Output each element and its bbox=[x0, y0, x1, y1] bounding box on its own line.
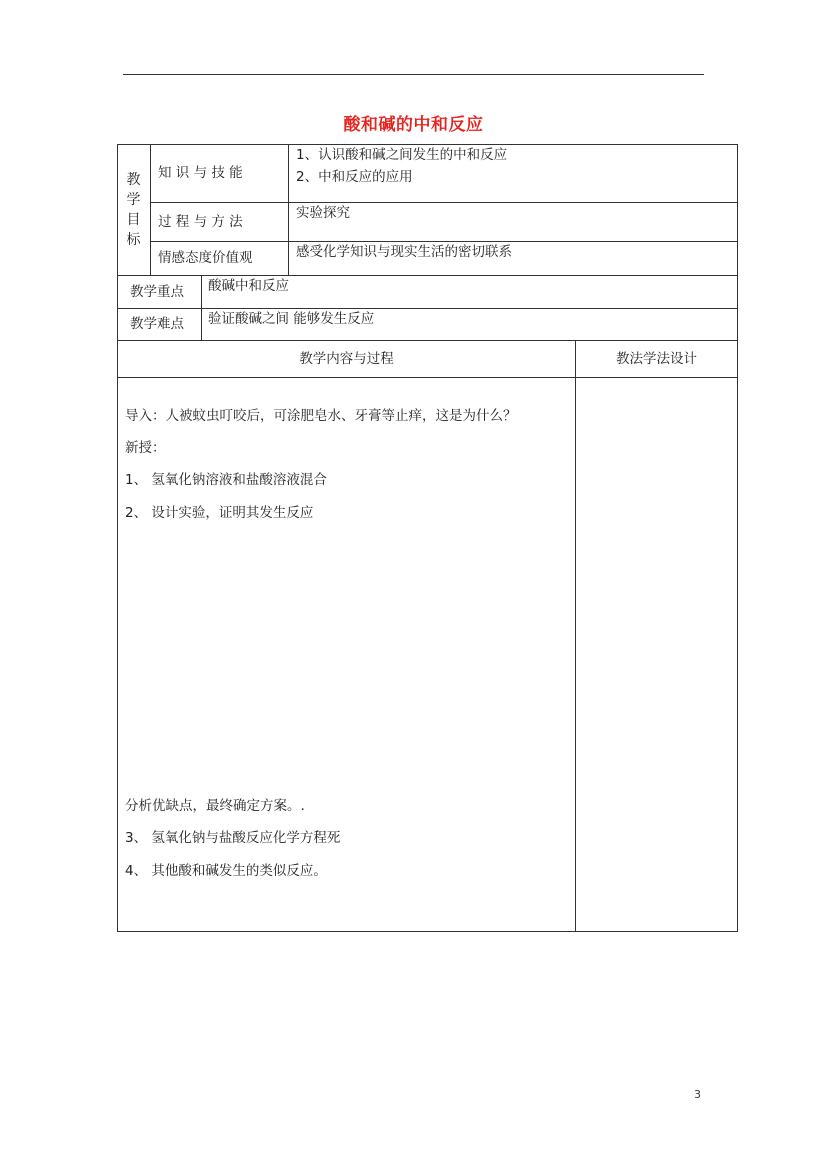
page-title: 酸和碱的中和反应 bbox=[343, 115, 484, 135]
objective-process-line-1: 实验探究 bbox=[296, 205, 350, 221]
content-new-lesson: 新授： bbox=[125, 440, 166, 456]
difficulty-value: 验证酸碱之间 能够发生反应 bbox=[208, 311, 375, 327]
key-point-value: 酸碱中和反应 bbox=[208, 278, 289, 294]
content-item-3: 3、 氢氧化钠与盐酸反应化学方程死 bbox=[125, 830, 341, 846]
content-body-cell bbox=[117, 377, 576, 932]
page-number: 3 bbox=[694, 1088, 701, 1101]
objective-attitude-line-1: 感受化学知识与现实生活的密切联系 bbox=[296, 244, 512, 260]
content-item-2: 2、 设计实验，证明其发生反应 bbox=[125, 505, 314, 521]
content-analysis: 分析优缺点，最终确定方案。. bbox=[125, 798, 305, 814]
key-point-label: 教学重点 bbox=[130, 284, 184, 300]
objective-process-value-cell bbox=[288, 202, 738, 242]
objective-knowledge-label: 知 识 与 技 能 bbox=[158, 165, 243, 181]
method-body-cell bbox=[575, 377, 738, 932]
content-item-1: 1、 氢氧化钠溶液和盐酸溶液混合 bbox=[125, 472, 327, 488]
header-rule bbox=[123, 74, 704, 75]
objective-knowledge-line-2: 2、中和反应的应用 bbox=[296, 169, 413, 185]
objective-knowledge-line-1: 1、认识酸和碱之间发生的中和反应 bbox=[296, 147, 508, 163]
content-item-4: 4、 其他酸和碱发生的类似反应。 bbox=[125, 863, 327, 879]
objective-attitude-label: 情感态度价值观 bbox=[158, 250, 253, 266]
objectives-label: 教学目标 bbox=[126, 171, 141, 248]
objective-process-label: 过 程 与 方 法 bbox=[158, 214, 243, 230]
content-header: 教学内容与过程 bbox=[299, 351, 394, 367]
method-header: 教法学法设计 bbox=[616, 351, 697, 367]
difficulty-label: 教学难点 bbox=[130, 316, 184, 332]
content-intro: 导入：人被蚊虫叮咬后，可涂肥皂水、牙膏等止痒，这是为什么？ bbox=[125, 408, 517, 424]
